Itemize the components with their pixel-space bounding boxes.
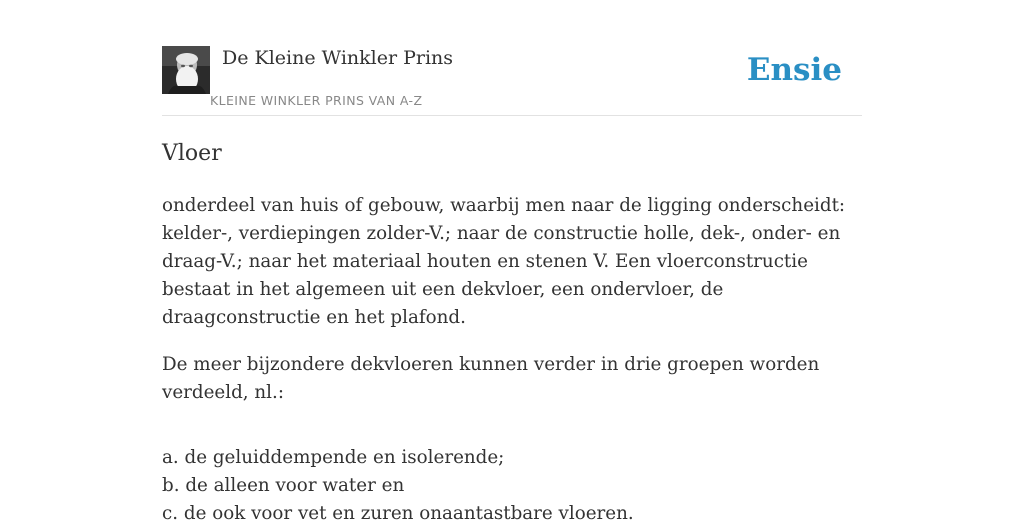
author-avatar[interactable] — [162, 46, 210, 94]
list-item: b. de alleen voor water en — [162, 475, 405, 496]
article-paragraph: De meer bijzondere dekvloeren kunnen verder in drie groepen worden verdeeld, nl.: — [162, 354, 820, 403]
article-paragraph: onderdeel van huis of gebouw, waarbij men naar de ligging onderscheidt: kelder-, verdiepingen zolder-V.; naar de constructie holle, dek-, onder- en draag-V.; naar het materiaal houten en stenen V. Een vloerconstructie bestaat in het algemeen uit een dekvloer, een ondervloer, de draagconstructie en het plafond. — [162, 195, 846, 328]
list-item: c. de ook voor vet en zuren onaantastbare vloeren. — [162, 503, 634, 524]
author-name[interactable]: De Kleine Winkler Prins — [222, 47, 454, 69]
header-divider — [162, 115, 862, 116]
article-title: Vloer — [162, 141, 222, 166]
article-body — [162, 192, 867, 528]
list-item: a. de geluiddempende en isolerende; — [162, 447, 505, 468]
source-subtitle[interactable]: KLEINE WINKLER PRINS VAN A-Z — [210, 93, 423, 108]
author-portrait-icon — [162, 46, 210, 94]
ensie-logo[interactable]: Ensie — [746, 52, 842, 88]
article-list — [162, 444, 867, 528]
